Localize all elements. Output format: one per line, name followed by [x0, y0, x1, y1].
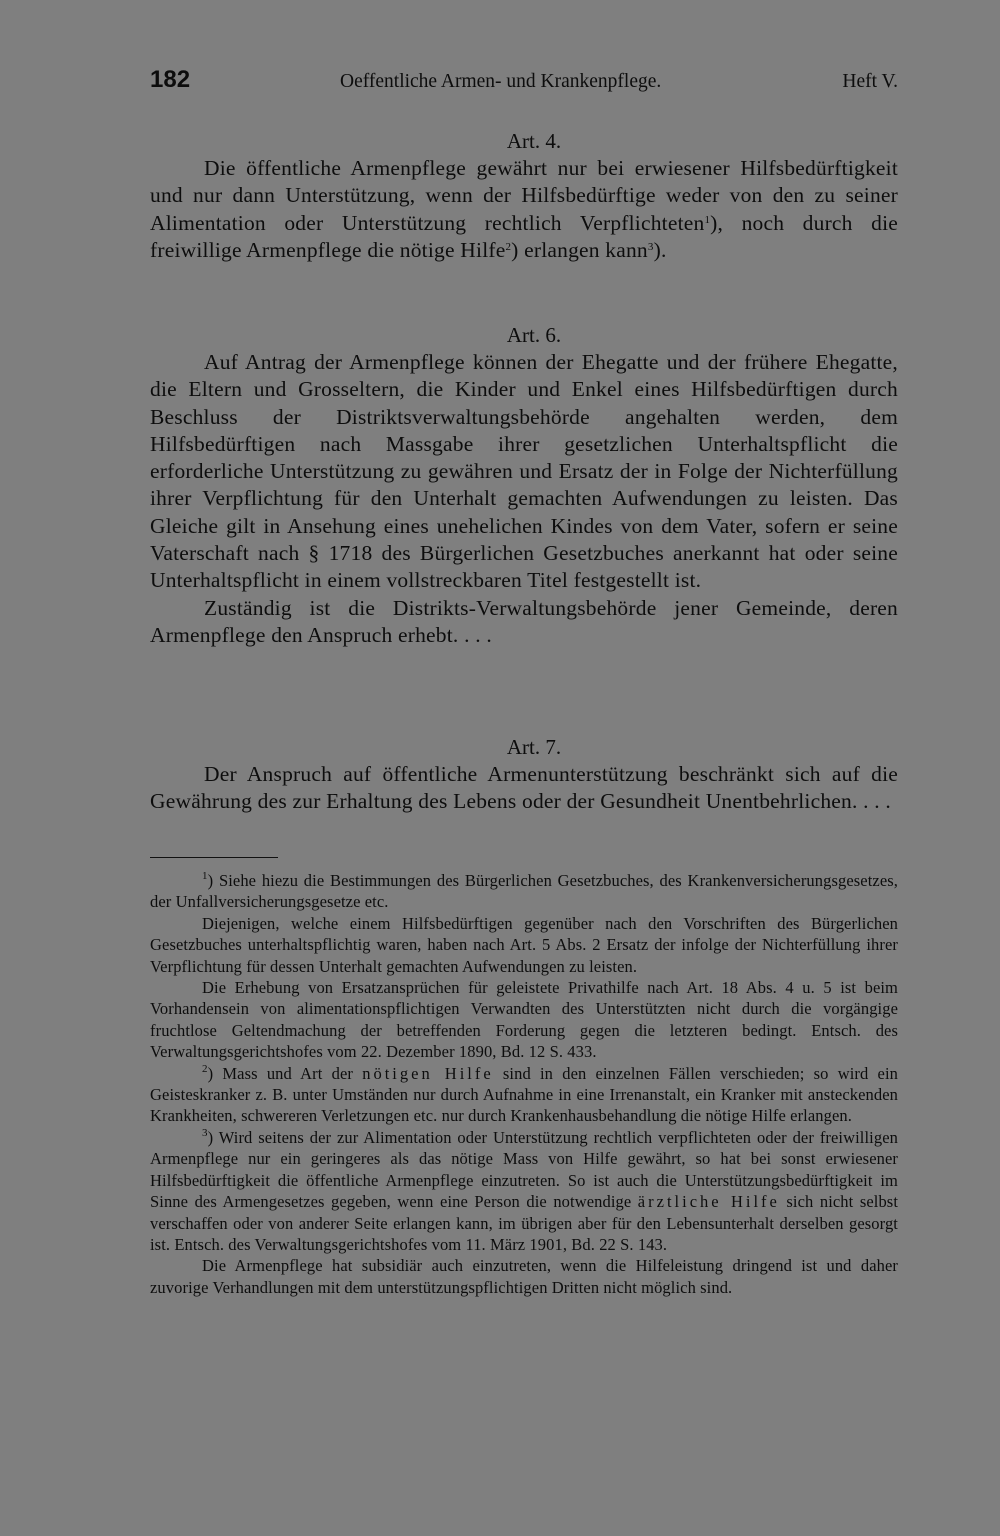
article-heading: Art. 6. [506, 323, 562, 347]
footnotes [150, 870, 898, 1298]
footnote-ref: 1 [704, 213, 711, 226]
article-paragraph [150, 155, 898, 264]
article-heading: Art. 4. [506, 129, 562, 153]
footnote-paragraph: Die Armenpflege hat subsidiär auch einzutreten, wenn die Hilfeleistung dringend ist und daher zuvorige Verhandlungen mit dem unterstützungspflichtigen Dritten nicht möglich sind. [150, 1256, 898, 1297]
text-run: ). [653, 237, 667, 262]
text-run: sind in den einzelnen Fällen verschieden; so wird ein Geisteskranker z. B. unter Umständen nur durch Aufnahme in eine Irrenanstalt, ein Kranker mit ansteckenden Krankheiten, schwereren Verletzungen etc. nur durch Krankenhausbehandlung die nötige Hilfe erlangen. [150, 1063, 898, 1126]
article-heading: Art. 7. [506, 735, 562, 759]
footnote-paragraph: Die Erhebung von Ersatzansprüchen für geleistete Privathilfe nach Art. 18 Abs. 4 u. 5 ist beim Vorhandensein von alimentationspflichtigen Verwandten des Unterstützten nicht durch die vorgängige fruchtlose Geltendmachung der betreffenden Forderung gegen die letzteren bedingt. Entsch. des Verwaltungsgerichtshofes vom 22. Dezember 1890, Bd. 12 S. 433. [150, 978, 898, 1062]
article-7 [150, 734, 898, 816]
text-run: ) Mass und Art der [207, 1063, 363, 1083]
text-run: ), noch durch die freiwillige Armenpflege die nötige Hilfe [150, 210, 898, 262]
spaced-text: ärztliche Hilfe [637, 1192, 780, 1212]
article-paragraph: Auf Antrag der Armenpflege können der Ehegatte und der frühere Ehegatte, die Eltern und Grosseltern, die Kinder und Enkel eines Hilfsbedürftigen durch Beschluss der Distriktsverwaltungsbehörde angehalten werden, dem Hilfsbedürftigen nach Massgabe ihrer gesetzlichen Unterhaltspflicht die erforderliche Unterstützung zu gewähren und Ersatz der in Folge der Nichterfüllung ihrer Verpflichtung für den Unterhalt gemachten Aufwendungen zu leisten. Das Gleiche gilt in Ansehung eines unehelichen Kindes von dem Vater, sofern er seine Vaterschaft nach § 1718 des Bürgerlichen Gesetzbuches anerkannt hat oder seine Unterhaltspflicht in einem vollstreckbaren Titel festgestellt ist. [150, 350, 898, 593]
article-4 [150, 128, 898, 264]
text-run: Die öffentliche Armenpflege gewährt nur bei erwiesener Hilfsbedürftigkeit und nur dann Unterstützung, wenn der Hilfsbedürftige weder von den zu seiner Alimentation oder Unterstützung rechtlich Verpflichteten [150, 156, 898, 235]
footnote-mark: 2 [202, 1062, 208, 1075]
spaced-text: nötigen Hilfe [362, 1063, 494, 1083]
text-run: ) Wird seitens der zur Alimentation oder Unterstützung rechtlich verpflichteten oder der freiwilligen Armenpflege nur ein geringeres als das nötige Mass von Hilfe gewährt, so hat bei sonst erwiesener Hilfsbedürftigkeit die öffentliche Armenpflege einzutreten. So ist auch die Unterstützungsbedürftigkeit im Sinne des Armengesetzes gegeben, wenn eine Person die notwendige [150, 1127, 898, 1212]
text-run: sich nicht selbst verschaffen oder von anderer Seite erlangen kann, im übrigen aber für den Lebensunterhalt derselben gesorgt ist. Entsch. des Verwaltungsgerichtshofes vom 11. März 1901, Bd. 22 S. 143. [150, 1192, 898, 1254]
footnote-ref: 3 [647, 240, 654, 253]
text-run: ) erlangen kann [511, 237, 648, 262]
footnote-3 [150, 1127, 898, 1255]
footnote-divider [150, 857, 278, 858]
footnote-ref: 2 [505, 240, 512, 253]
footnote-1 [150, 870, 898, 913]
article-paragraph: Zuständig ist die Distrikts-Verwaltungsbehörde jener Gemeinde, deren Armenpflege den Anspruch erhebt. . . . [150, 595, 898, 647]
page-header [150, 66, 898, 106]
article-paragraph: Der Anspruch auf öffentliche Armenunterstützung beschränkt sich auf die Gewährung des zur Erhaltung des Lebens oder der Gesundheit Unentbehrlichen. . . . [150, 762, 898, 814]
footnote-mark: 3 [202, 1126, 208, 1139]
article-6 [150, 322, 898, 649]
running-title: Oeffentliche Armen- und Krankenpflege. [340, 71, 662, 92]
footnote-2 [150, 1063, 898, 1127]
volume-label: Heft V. [842, 71, 898, 92]
text-run: ) Siehe hiezu die Bestimmungen des Bürgerlichen Gesetzbuches, des Krankenversicherungsgesetzes, der Unfallversicherungsgesetze etc. [150, 871, 898, 912]
book-page [150, 66, 898, 1297]
footnote-mark: 1 [202, 870, 208, 882]
page-number: 182 [150, 66, 191, 93]
footnote-paragraph: Diejenigen, welche einem Hilfsbedürftigen gegenüber nach den Vorschriften des Bürgerlichen Gesetzbuches unterhaltspflichtig waren, haben nach Art. 5 Abs. 2 Ersatz der infolge der Nichterfüllung ihrer Verpflichtung für dessen Unterhalt gemachten Aufwendungen zu leisten. [150, 913, 898, 976]
